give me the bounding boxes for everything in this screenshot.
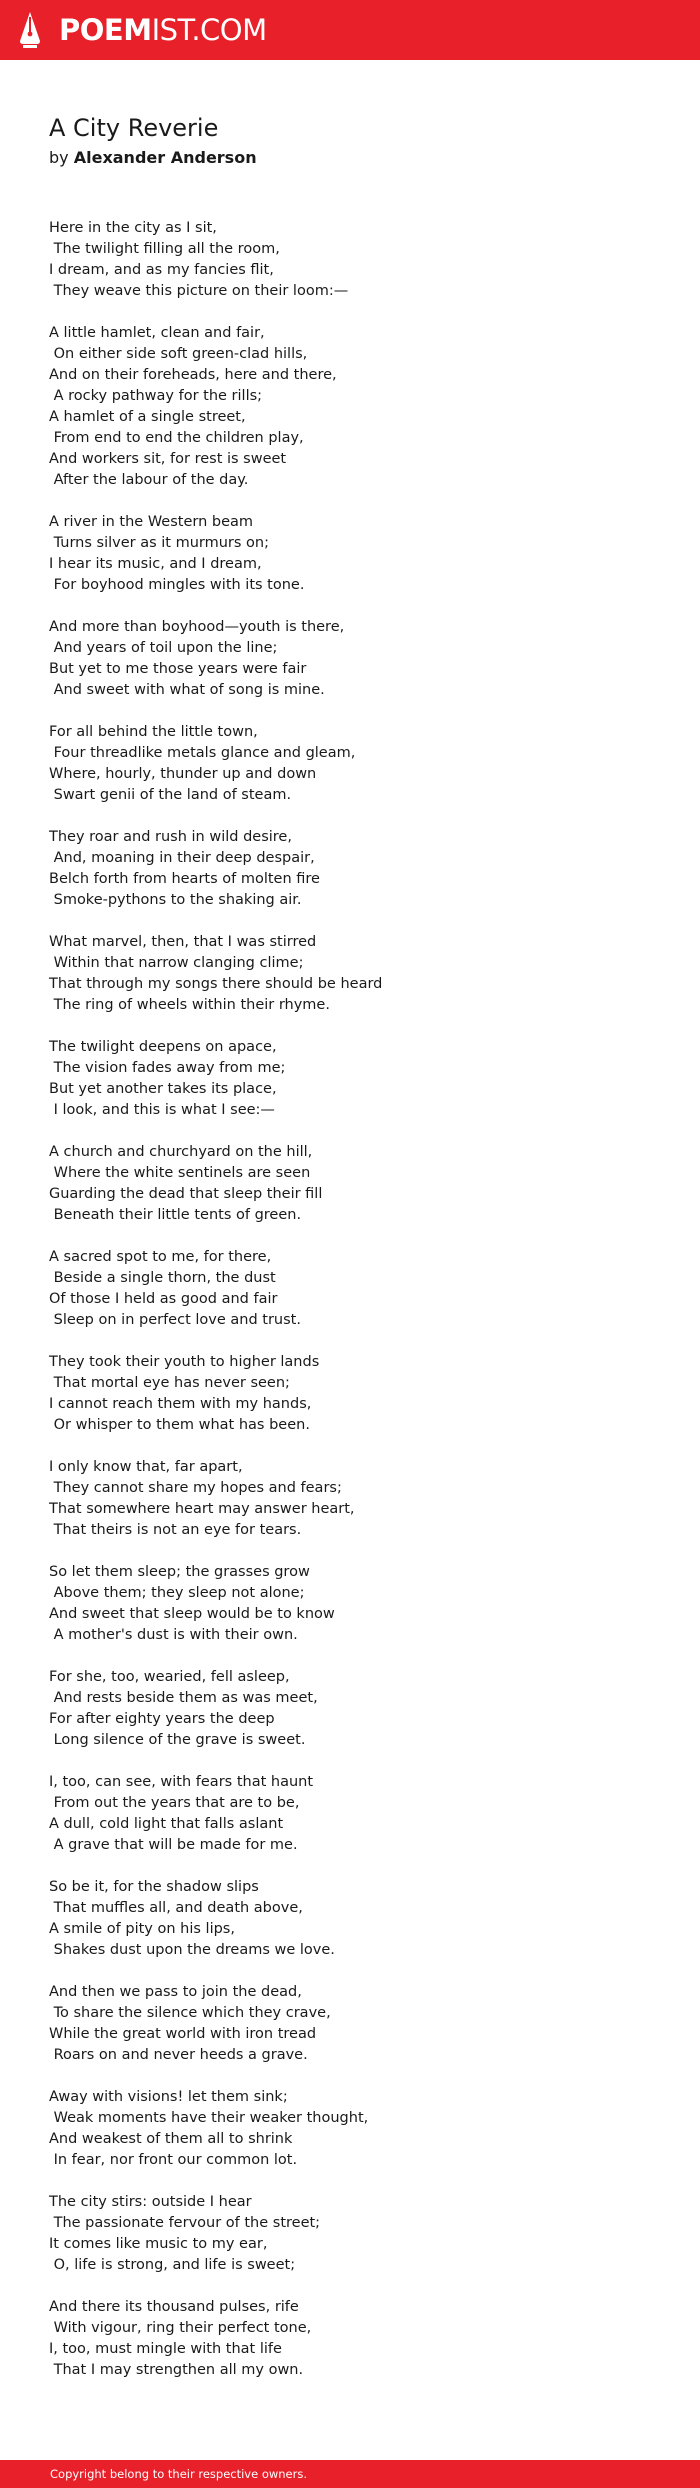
poem-line: But yet to me those years were fair (49, 661, 307, 677)
poem-line: That I may strengthen all my own. (49, 2362, 304, 2378)
poem-line: And more than boyhood—youth is there, (49, 619, 345, 635)
poem-line: And there its thousand pulses, rife (49, 2299, 299, 2315)
stanza (49, 2192, 669, 2276)
stanza (49, 617, 669, 701)
poem-line: A grave that will be made for me. (49, 1837, 298, 1853)
poem-line: For she, too, wearied, fell asleep, (49, 1669, 290, 1685)
stanza (49, 1772, 669, 1856)
poem-line: Or whisper to them what has been. (49, 1417, 310, 1433)
poem-line: For all behind the little town, (49, 724, 258, 740)
poem-line: For boyhood mingles with its tone. (49, 577, 305, 593)
poem-line: The passionate fervour of the street; (49, 2215, 321, 2231)
poem-line: That mortal eye has never seen; (49, 1375, 290, 1391)
poem-line: Four threadlike metals glance and gleam, (49, 745, 356, 761)
pen-nib-icon[interactable] (19, 11, 41, 49)
poem-line: After the labour of the day. (49, 472, 249, 488)
poem-line: And years of toil upon the line; (49, 640, 278, 656)
stanza (49, 827, 669, 911)
poem-line: They took their youth to higher lands (49, 1354, 320, 1370)
poem-line: I, too, can see, with fears that haunt (49, 1774, 314, 1790)
poem-line: The vision fades away from me; (49, 1060, 286, 1076)
poem-line: While the great world with iron tread (49, 2026, 317, 2042)
poem-line: That muffles all, and death above, (49, 1900, 303, 1916)
poem-line: Weak moments have their weaker thought, (49, 2110, 369, 2126)
stanza (49, 2297, 669, 2381)
poem-line: They weave this picture on their loom:— (49, 283, 349, 299)
poem-line: A mother's dust is with their own. (49, 1627, 298, 1643)
poem-line: A dull, cold light that falls aslant (49, 1816, 284, 1832)
copyright-text: Copyright belong to their respective owners. (50, 2467, 308, 2481)
poem-line: That somewhere heart may answer heart, (49, 1501, 355, 1517)
logo-light-text: IST.COM (151, 12, 267, 47)
poem-line: Of those I held as good and fair (49, 1291, 278, 1307)
poem-line: A rocky pathway for the rills; (49, 388, 263, 404)
poem-line: I look, and this is what I see:— (49, 1102, 275, 1118)
poem-line: From out the years that are to be, (49, 1795, 300, 1811)
poem-line: Here in the city as I sit, (49, 220, 217, 236)
poem-line: A sacred spot to me, for there, (49, 1249, 272, 1265)
poem-line: And weakest of them all to shrink (49, 2131, 293, 2147)
logo-bold-text: POEM (59, 12, 152, 47)
stanza (49, 512, 669, 596)
poem-line: That through my songs there should be heard (49, 976, 383, 992)
poem-line: In fear, nor front our common lot. (49, 2152, 298, 2168)
poem-body (49, 218, 669, 2402)
stanza (49, 1457, 669, 1541)
poem-line: Smoke-pythons to the shaking air. (49, 892, 302, 908)
poem-line: And workers sit, for rest is sweet (49, 451, 287, 467)
poem-line: Long silence of the grave is sweet. (49, 1732, 306, 1748)
poem-line: And sweet with what of song is mine. (49, 682, 325, 698)
stanza (49, 1142, 669, 1226)
poem-line: The twilight deepens on apace, (49, 1039, 277, 1055)
stanza (49, 323, 669, 491)
stanza (49, 1877, 669, 1961)
poem-line: And, moaning in their deep despair, (49, 850, 315, 866)
stanza (49, 1667, 669, 1751)
poem-line: Where the white sentinels are seen (49, 1165, 311, 1181)
site-footer (0, 2460, 700, 2488)
poem-line: Above them; they sleep not alone; (49, 1585, 305, 1601)
poem-line: Away with visions! let them sink; (49, 2089, 288, 2105)
poem-author: Alexander Anderson (73, 148, 257, 167)
poem-line: Within that narrow clanging clime; (49, 955, 304, 971)
poem-line: I dream, and as my fancies flit, (49, 262, 274, 278)
poem-line: I, too, must mingle with that life (49, 2341, 282, 2357)
poem-line: And sweet that sleep would be to know (49, 1606, 335, 1622)
stanza (49, 932, 669, 1016)
poem-line: Beneath their little tents of green. (49, 1207, 302, 1223)
site-header (0, 0, 700, 60)
stanza (49, 722, 669, 806)
poem-line: The twilight filling all the room, (49, 241, 280, 257)
poem-line: On either side soft green-clad hills, (49, 346, 308, 362)
poem-line: Turns silver as it murmurs on; (49, 535, 269, 551)
poem-line: To share the silence which they crave, (49, 2005, 331, 2021)
stanza (49, 1352, 669, 1436)
stanza (49, 1562, 669, 1646)
site-logo[interactable] (59, 12, 267, 47)
poem-line: Shakes dust upon the dreams we love. (49, 1942, 335, 1958)
poem-line: A little hamlet, clean and fair, (49, 325, 265, 341)
poem-line: And on their foreheads, here and there, (49, 367, 337, 383)
poem-line: A river in the Western beam (49, 514, 254, 530)
poem-title: A City Reverie (49, 114, 219, 142)
poem-line: From end to end the children play, (49, 430, 304, 446)
poem-line: The city stirs: outside I hear (49, 2194, 252, 2210)
stanza (49, 218, 669, 302)
poem-line: Roars on and never heeds a grave. (49, 2047, 308, 2063)
poem-line: And rests beside them as was meet, (49, 1690, 318, 1706)
by-label: by (49, 148, 69, 167)
poem-line: A smile of pity on his lips, (49, 1921, 235, 1937)
poem-line: It comes like music to my ear, (49, 2236, 268, 2252)
poem-line: Guarding the dead that sleep their fill (49, 1186, 323, 1202)
poem-line: They cannot share my hopes and fears; (49, 1480, 342, 1496)
poem-line: Belch forth from hearts of molten fire (49, 871, 320, 887)
stanza (49, 2087, 669, 2171)
poem-line: Where, hourly, thunder up and down (49, 766, 317, 782)
poem-line: And then we pass to join the dead, (49, 1984, 302, 2000)
poem-line: For after eighty years the deep (49, 1711, 275, 1727)
poem-byline (49, 147, 257, 169)
poem-line: O, life is strong, and life is sweet; (49, 2257, 296, 2273)
poem-line: I cannot reach them with my hands, (49, 1396, 312, 1412)
poem-line: A church and churchyard on the hill, (49, 1144, 313, 1160)
poem-line: With vigour, ring their perfect tone, (49, 2320, 312, 2336)
poem-line: That theirs is not an eye for tears. (49, 1522, 302, 1538)
poem-line: I only know that, far apart, (49, 1459, 243, 1475)
poem-line: They roar and rush in wild desire, (49, 829, 292, 845)
stanza (49, 1982, 669, 2066)
poem-line: A hamlet of a single street, (49, 409, 246, 425)
poem-line: The ring of wheels within their rhyme. (49, 997, 330, 1013)
poem-line: So let them sleep; the grasses grow (49, 1564, 310, 1580)
stanza (49, 1247, 669, 1331)
stanza (49, 1037, 669, 1121)
poem-line: Swart genii of the land of steam. (49, 787, 292, 803)
poem-line: Sleep on in perfect love and trust. (49, 1312, 301, 1328)
poem-line: What marvel, then, that I was stirred (49, 934, 317, 950)
poem-line: So be it, for the shadow slips (49, 1879, 259, 1895)
poem-line: I hear its music, and I dream, (49, 556, 262, 572)
poem-line: But yet another takes its place, (49, 1081, 277, 1097)
poem-line: Beside a single thorn, the dust (49, 1270, 276, 1286)
